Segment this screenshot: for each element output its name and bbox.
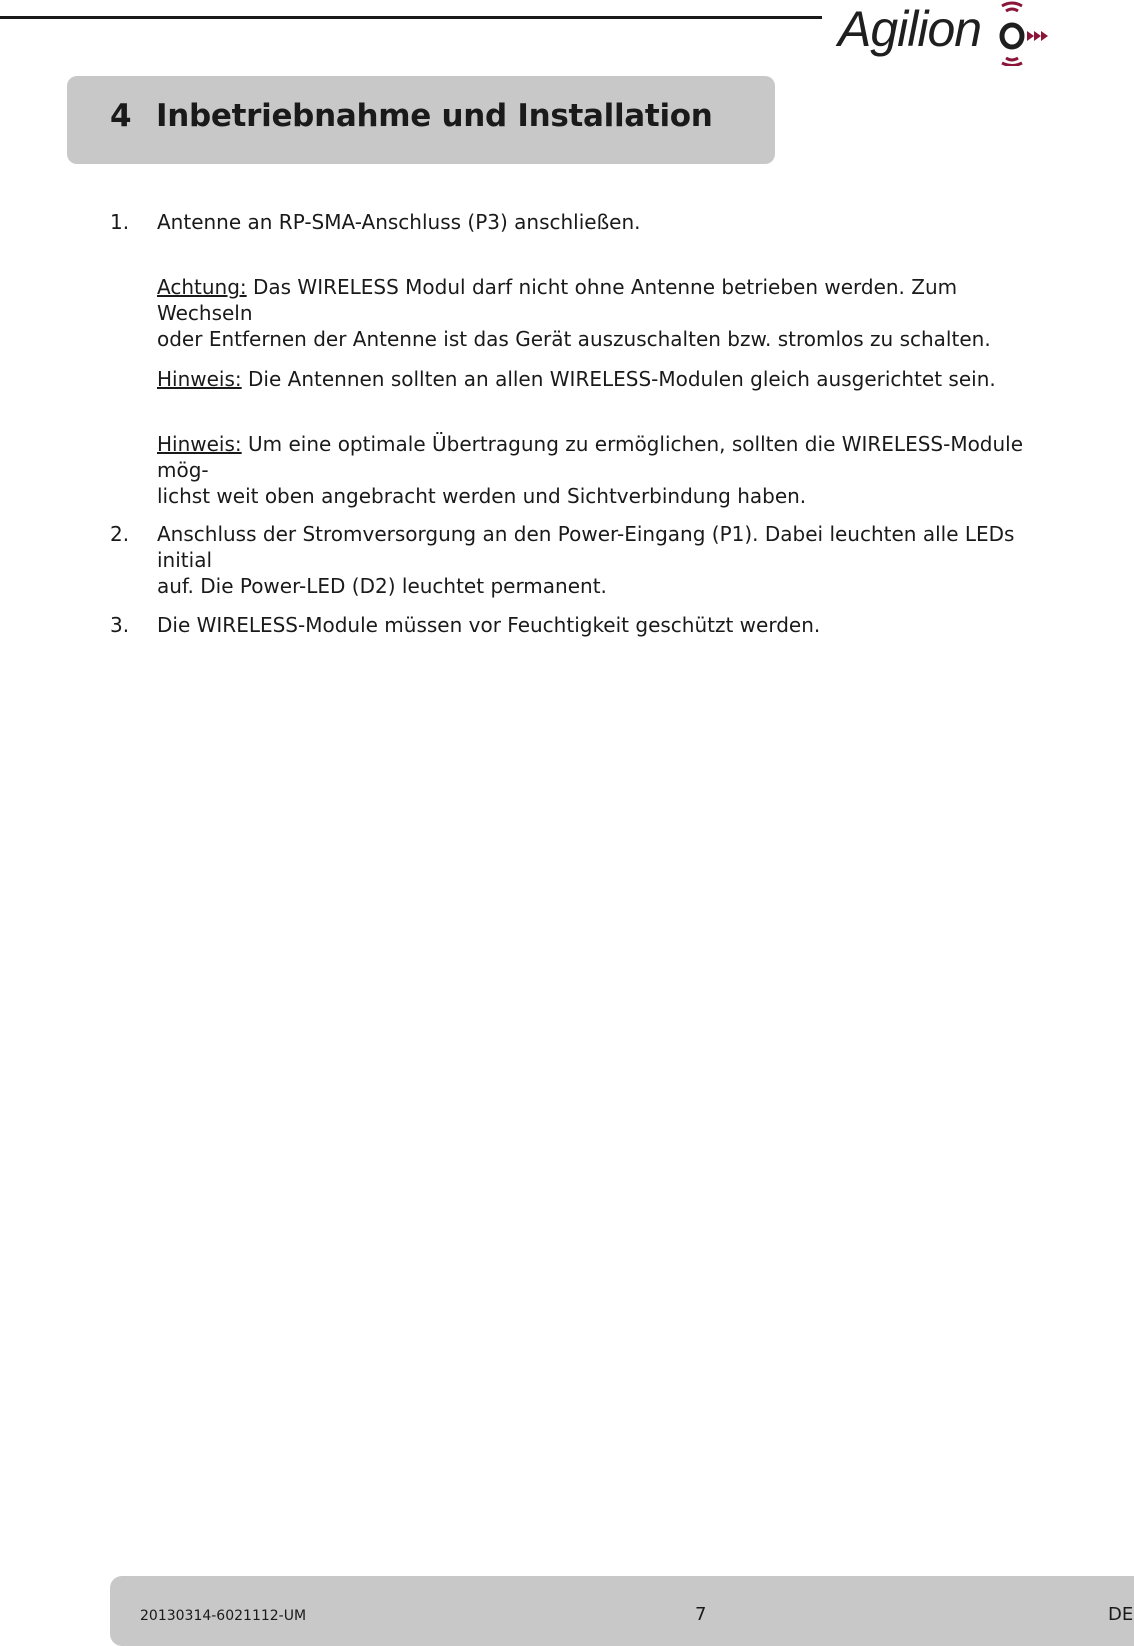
- hint-label: Hinweis:: [157, 367, 242, 391]
- hint-label: Hinweis:: [157, 432, 242, 456]
- warning-note-line1: Achtung: Das WIRELESS Modul darf nicht ohne Antenne betrieben werden. Zum Wechseln: [157, 275, 958, 325]
- agilion-logo: [838, 0, 1068, 66]
- step-3-number: 3.: [110, 613, 130, 637]
- hint-note-1: Hinweis: Die Antennen sollten an allen WIRELESS-Modulen gleich ausgerichtet sein.: [157, 367, 996, 391]
- step-1-text: Antenne an RP-SMA-Anschluss (P3) anschließen.: [157, 210, 641, 234]
- language-code: DE: [1108, 1604, 1134, 1625]
- logo-wordmark: Agilion: [838, 1, 982, 57]
- step-1-number: 1.: [110, 210, 130, 234]
- step-2-text: Anschluss der Stromversorgung an den Power-Eingang (P1). Dabei leuchten alle LEDs initial auf. Die Power-LED (D2) leuchtet permanent.: [157, 522, 1015, 598]
- warning-note-line2: oder Entfernen der Antenne ist das Gerät auszuschalten bzw. stromlos zu schalten.: [157, 327, 991, 351]
- section-title: Inbetriebnahme und Installation: [156, 98, 713, 134]
- document-code: 20130314-6021112-UM: [140, 1608, 307, 1624]
- step-3-text: Die WIRELESS-Module müssen vor Feuchtigkeit geschützt werden.: [157, 613, 821, 637]
- section-heading: [67, 76, 775, 164]
- warning-note: [157, 274, 1057, 352]
- signal-icon: [990, 0, 1052, 66]
- hint-note-2: Hinweis: Um eine optimale Übertragung zu ermöglichen, sollten die WIRELESS-Module mög- lichst weit oben angebracht werden und Sichtverbindung haben.: [157, 432, 1024, 508]
- warning-label: Achtung:: [157, 275, 247, 299]
- page-footer: [110, 1576, 1134, 1646]
- section-number: 4: [110, 98, 132, 134]
- step-2-number: 2.: [110, 522, 130, 546]
- header-rule: [0, 16, 822, 19]
- page-number: 7: [695, 1604, 707, 1625]
